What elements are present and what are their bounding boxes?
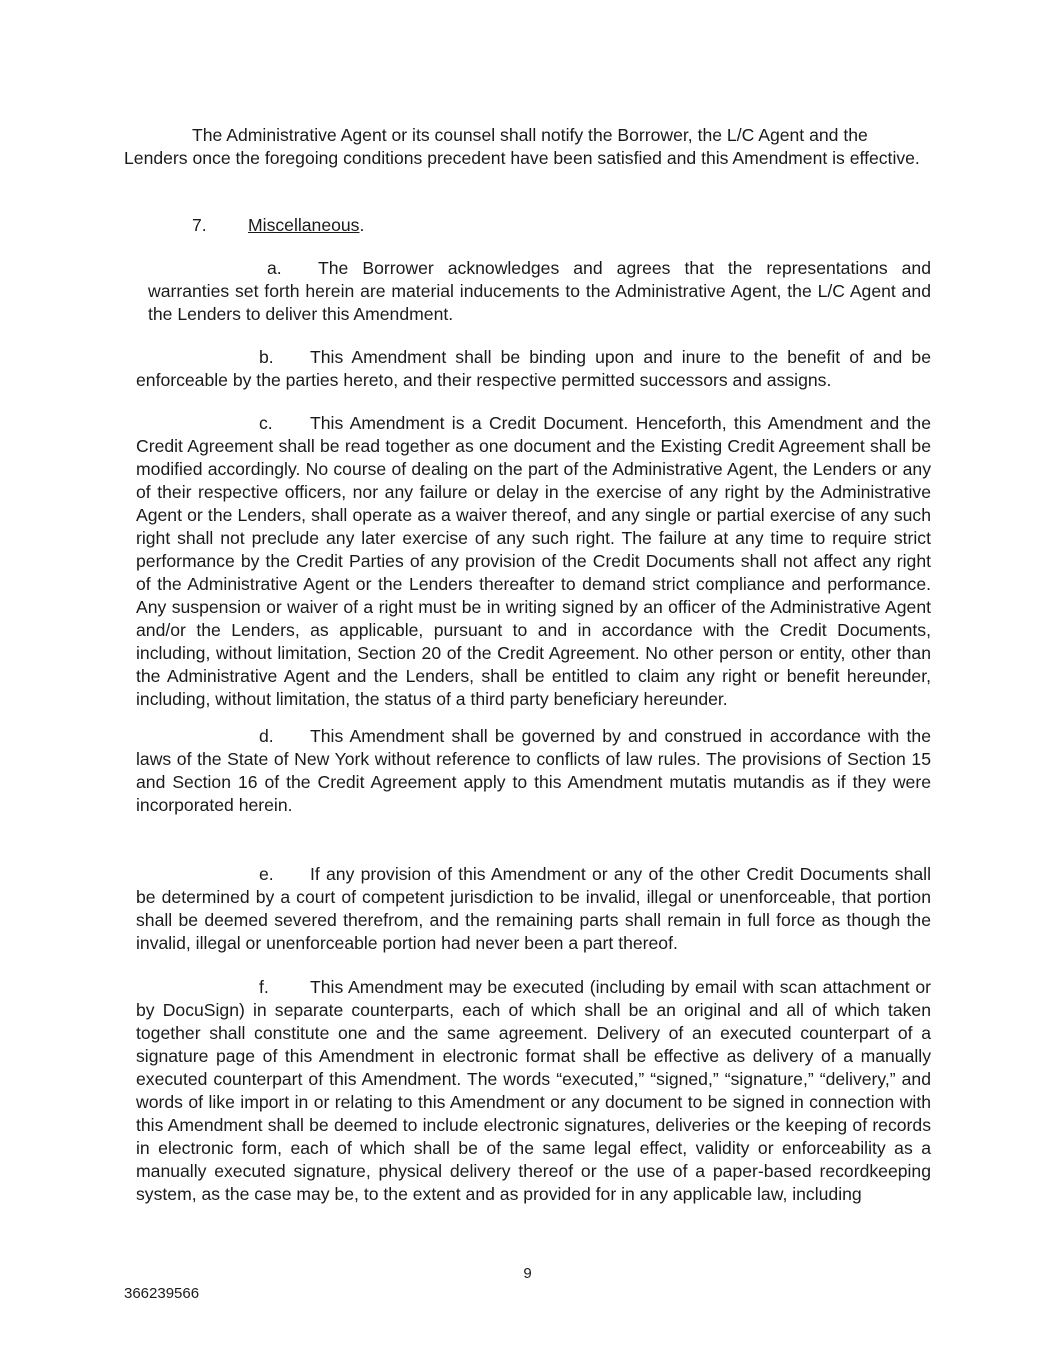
clause-marker: c. [259,413,273,433]
section-title-punct: . [359,215,365,235]
clause-marker: d. [259,726,274,746]
page-number: 9 [523,1265,532,1282]
document-id: 366239566 [124,1285,200,1302]
clause-text: This Amendment may be executed (including by email with scan attachment or by DocuSign) in separate counterparts, each of which shall be an original and all of which taken together shall constitute one and the same agreement. Delivery of an executed counterpart of a signature page of this Amendment in electronic format shall be effective as delivery of a manually executed counterpart of this Amendment. The words “executed,” “signed,” “signature,” “delivery,” and words of like import in or relating to this Amendment or any document to be signed in connection with this Amendment shall be deemed to include electronic signatures, deliveries or the keeping of records in electronic form, each of which shall be of the same legal effect, validity or enforceability as a manually executed signature, physical delivery thereof or the use of a paper-based recordkeeping system, as the case may be, to the extent and as provided for in any applicable law, including [136,977,931,1204]
clause-text: The Borrower acknowledges and agrees that the representations and warranties set forth herein are material inducements to the Administrative Agent, the L/C Agent and the Lenders to deliver this Amendment. [148,258,931,324]
clause-f [136,976,931,1206]
intro-paragraph: The Administrative Agent or its counsel shall notify the Borrower, the L/C Agent and the Lenders once the foregoing conditions precedent have been satisfied and this Amendment is effective. [124,125,920,168]
clause-marker: f. [259,977,269,997]
section-heading [192,214,364,237]
clause-marker: a. [267,258,282,278]
clause-text: This Amendment shall be governed by and construed in accordance with the laws of the State of New York without reference to conflicts of law rules. The provisions of Section 15 and Section 16 of the Credit Agreement apply to this Amendment mutatis mutandis as if they were incorporated herein. [136,726,931,815]
clause-d [136,725,931,817]
clause-text: If any provision of this Amendment or any of the other Credit Documents shall be determined by a court of competent jurisdiction to be invalid, illegal or unenforceable, that portion shall be deemed severed therefrom, and the remaining parts shall remain in full force as though the invalid, illegal or unenforceable portion had never been a part thereof. [136,864,931,953]
section-number: 7. [192,215,207,235]
section-title: Miscellaneous [248,215,360,235]
clause-text: This Amendment is a Credit Document. Henceforth, this Amendment and the Credit Agreement shall be read together as one document and the Existing Credit Agreement shall be modified accordingly. No course of dealing on the part of the Administrative Agent, the Lenders or any of their respective officers, nor any failure or delay in the exercise of any right by the Administrative Agent or the Lenders, shall operate as a waiver thereof, and any single or partial exercise of any such right shall not preclude any later exercise of any such right. The failure at any time to require strict performance by the Credit Parties of any provision of the Credit Documents shall not affect any right of the Administrative Agent or the Lenders thereafter to demand strict compliance and performance. Any suspension or waiver of a right must be in writing signed by an officer of the Administrative Agent and/or the Lenders, as applicable, pursuant to and in accordance with the Credit Documents, including, without limitation, Section 20 of the Credit Agreement. No other person or entity, other than the Administrative Agent and the Lenders, shall be entitled to claim any right or benefit hereunder, including, without limitation, the status of a third party beneficiary hereunder. [136,413,931,709]
clause-text: This Amendment shall be binding upon and inure to the benefit of and be enforceable by the parties hereto, and their respective permitted successors and assigns. [136,347,931,390]
clause-marker: e. [259,864,274,884]
clause-marker: b. [259,347,274,367]
clause-a [148,257,931,326]
clause-c [136,412,931,711]
clause-e [136,863,931,955]
clause-b [136,346,931,392]
